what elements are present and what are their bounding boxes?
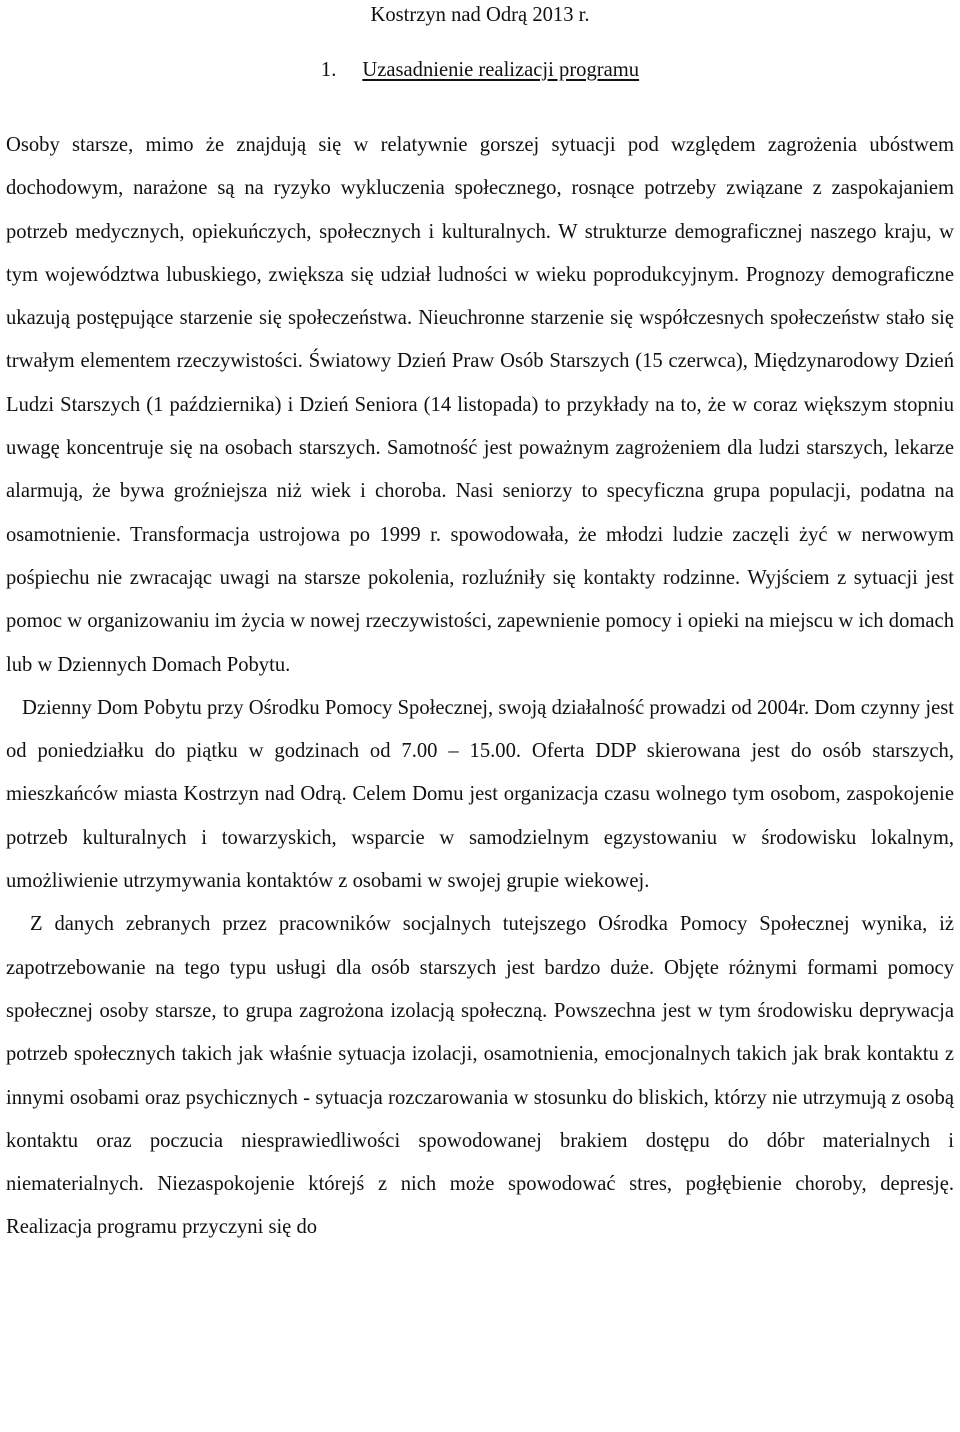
paragraph-rationale: Osoby starsze, mimo że znajdują się w relatywnie gorszej sytuacji pod względem zagrożenia ubóstwem dochodowym, narażone są na ryzyko wykluczenia społecznego, rosnące potrzeby związane z zaspokajaniem potrzeb medycznych, opiekuńczych, społecznych i kulturalnych. W strukturze demograficznej naszego kraju, w tym województwa lubuskiego, zwiększa się udział ludności w wieku poprodukcyjnym. Prognozy demograficzne ukazują postępujące starzenie się społeczeństwa. Nieuchronne starzenie się współczesnych społeczeństw stało się trwałym elementem rzeczywistości. Światowy Dzień Praw Osób Starszych (15 czerwca), Międzynarodowy Dzień Ludzi Starszych (1 października) i Dzień Seniora (14 listopada) to przykłady na to, że w coraz większym stopniu uwagę koncentruje się na osobach starszych. Samotność jest poważnym zagrożeniem dla ludzi starszych, lekarze alarmują, że bywa groźniejsza niż wiek i choroba. Nasi seniorzy to specyficzna grupa populacji, podatna na osamotnienie. Transformacja ustrojowa po 1999 r. spowodowała, że młodzi ludzie zaczęli żyć w nerwowym pośpiechu nie zwracając uwagi na starsze pokolenia, rozluźniły się kontakty rodzinne. Wyjściem z sytuacji jest pomoc w organizowaniu im życia w nowej rzeczywistości, zapewnienie pomocy i opieki na miejscu w ich domach lub w Dziennych Domach Pobytu.: [6, 134, 954, 676]
section-number: 1.: [320, 59, 337, 81]
paragraph-social-needs: Z danych zebranych przez pracowników socjalnych tutejszego Ośrodka Pomocy Społecznej wynika, iż zapotrzebowanie na tego typu usługi dla osób starszych jest bardzo duże. Objęte różnymi formami pomocy społecznej osoby starsze, to grupa zagrożona izolacją społeczną. Powszechna jest w tym środowisku deprywacja potrzeb społecznych takich jak właśnie sytuacja izolacji, osamotnienia, emocjonalnych takich jak brak kontaktu z innymi osobami oraz psychicznych - sytuacja rozczarowania w stosunku do bliskich, którzy nie utrzymują z osobą kontaktu oraz poczucia niesprawiedliwości spowodowanej brakiem dostępu do dóbr materialnych i niematerialnych. Niezaspokojenie którejś z nich może spowodować stres, pogłębienie choroby, depresję. Realizacja programu przyczyni się do: [6, 913, 954, 1239]
document-page: [6, 0, 954, 1250]
section-heading: [6, 36, 954, 88]
place-date: Kostrzyn nad Odrą 2013 r.: [370, 4, 590, 26]
spacer: [6, 88, 954, 124]
paragraph-day-care-home: Dzienny Dom Pobytu przy Ośrodku Pomocy Społecznej, swoją działalność prowadzi od 2004r. Dom czynny jest od poniedziałku do piątku w godzinach od 7.00 – 15.00. Oferta DDP skierowana jest do osób starszych, mieszkańców miasta Kostrzyn nad Odrą. Celem Domu jest organizacja czasu wolnego tym osobom, zaspokojenie potrzeb kulturalnych i towarzyskich, wsparcie w samodzielnym egzystowaniu w środowisku lokalnym, umożliwienie utrzymywania kontaktów z osobami w swojej grupie wiekowej.: [6, 696, 954, 893]
section-title: Uzasadnienie realizacji programu: [362, 59, 640, 81]
